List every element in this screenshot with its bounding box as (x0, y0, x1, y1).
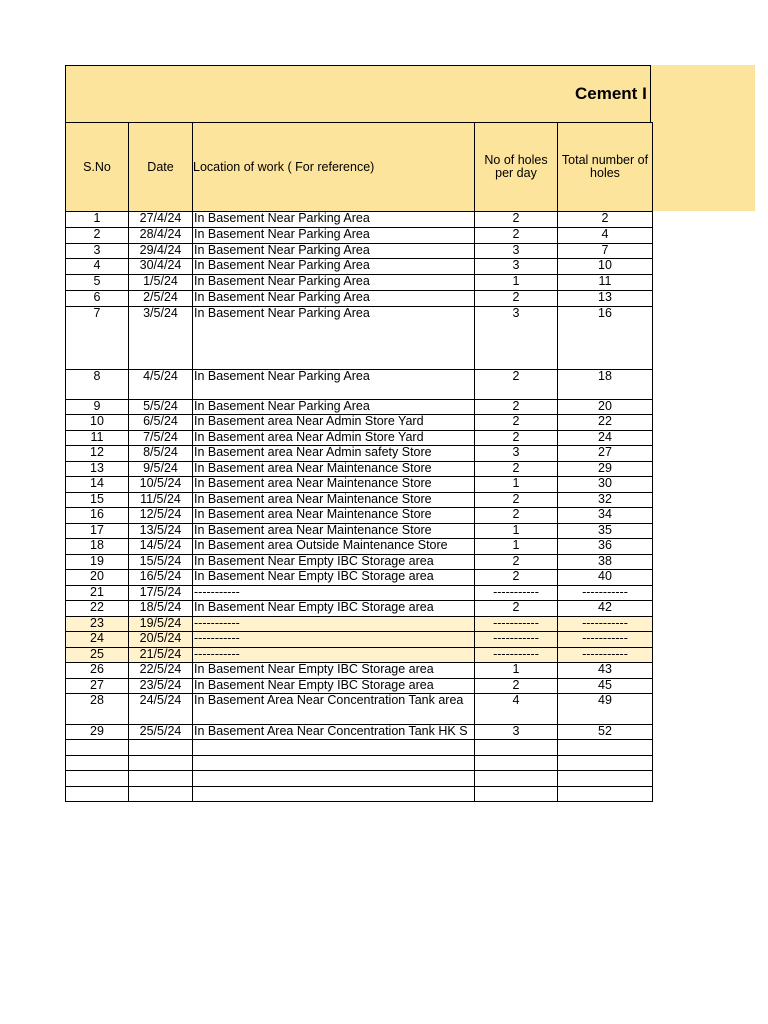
table-row (66, 400, 653, 415)
cell-total-holes[interactable]: 16 (558, 307, 653, 370)
cell-location[interactable]: In Basement area Near Maintenance Store (193, 462, 475, 477)
cell-date[interactable]: 20/5/24 (129, 632, 193, 648)
cell-date[interactable]: 2/5/24 (129, 291, 193, 307)
cell-total-holes[interactable]: 29 (558, 462, 653, 477)
table-row (66, 632, 653, 648)
cell-sno[interactable] (66, 756, 129, 771)
cell-date[interactable]: 28/4/24 (129, 228, 193, 244)
table-row (66, 275, 653, 291)
cell-date[interactable]: 7/5/24 (129, 431, 193, 446)
cell-sno[interactable]: 13 (66, 462, 129, 477)
cell-holes-per-day[interactable]: 2 (475, 400, 558, 415)
cell-holes-per-day[interactable]: 3 (475, 446, 558, 462)
cell-total-holes[interactable]: 20 (558, 400, 653, 415)
cell-sno[interactable]: 20 (66, 570, 129, 586)
cell-location[interactable]: In Basement area Near Maintenance Store (193, 524, 475, 539)
cell-date[interactable]: 13/5/24 (129, 524, 193, 539)
table-row (66, 259, 653, 275)
cell-sno[interactable]: 14 (66, 477, 129, 493)
cell-total-holes[interactable]: ----------- (558, 617, 653, 632)
table-row (66, 415, 653, 431)
cell-date[interactable]: 18/5/24 (129, 601, 193, 617)
cell-date[interactable]: 21/5/24 (129, 648, 193, 663)
table-row (66, 694, 653, 725)
cell-date[interactable]: 10/5/24 (129, 477, 193, 493)
cell-sno[interactable]: 2 (66, 228, 129, 244)
cement-holes-table (65, 122, 653, 802)
cell-total-holes[interactable]: 30 (558, 477, 653, 493)
cell-location[interactable] (193, 740, 475, 756)
cell-total-holes[interactable]: ----------- (558, 648, 653, 663)
header-date[interactable]: Date (129, 123, 193, 212)
cell-location[interactable]: In Basement Near Parking Area (193, 259, 475, 275)
cell-date[interactable]: 16/5/24 (129, 570, 193, 586)
table-row (66, 663, 653, 679)
cell-holes-per-day[interactable]: 2 (475, 228, 558, 244)
cell-total-holes[interactable] (558, 740, 653, 756)
table-row (66, 586, 653, 601)
cell-holes-per-day[interactable] (475, 740, 558, 756)
cell-sno[interactable]: 22 (66, 601, 129, 617)
table-row (66, 462, 653, 477)
cell-total-holes[interactable]: 49 (558, 694, 653, 725)
cell-holes-per-day[interactable]: 2 (475, 212, 558, 228)
cell-date[interactable]: 11/5/24 (129, 493, 193, 508)
cell-location[interactable]: In Basement Near Empty IBC Storage area (193, 663, 475, 679)
cell-location[interactable]: In Basement Near Parking Area (193, 212, 475, 228)
cell-holes-per-day[interactable]: 1 (475, 477, 558, 493)
cell-date[interactable]: 15/5/24 (129, 555, 193, 570)
cell-holes-per-day[interactable]: 2 (475, 431, 558, 446)
cell-sno[interactable]: 23 (66, 617, 129, 632)
cell-location[interactable]: In Basement area Near Admin Store Yard (193, 431, 475, 446)
cell-location[interactable]: In Basement area Near Maintenance Store (193, 477, 475, 493)
cell-total-holes[interactable]: 40 (558, 570, 653, 586)
cell-total-holes[interactable]: ----------- (558, 586, 653, 601)
cell-holes-per-day[interactable]: 3 (475, 307, 558, 370)
cell-holes-per-day[interactable]: 3 (475, 725, 558, 740)
table-row (66, 787, 653, 802)
cell-date[interactable] (129, 787, 193, 802)
cell-location[interactable]: ----------- (193, 617, 475, 632)
cell-holes-per-day[interactable]: 2 (475, 601, 558, 617)
table-row (66, 601, 653, 617)
cell-location[interactable]: ----------- (193, 648, 475, 663)
cell-location[interactable]: In Basement Near Parking Area (193, 275, 475, 291)
cell-sno[interactable]: 6 (66, 291, 129, 307)
table-row (66, 524, 653, 539)
cell-sno[interactable]: 5 (66, 275, 129, 291)
header-sno[interactable]: S.No (66, 123, 129, 212)
cell-date[interactable] (129, 756, 193, 771)
cell-location[interactable]: In Basement Near Empty IBC Storage area (193, 601, 475, 617)
cell-location[interactable]: In Basement area Outside Maintenance Store (193, 539, 475, 555)
cell-date[interactable]: 23/5/24 (129, 679, 193, 694)
cell-holes-per-day[interactable]: 1 (475, 539, 558, 555)
cell-total-holes[interactable] (558, 787, 653, 802)
cell-date[interactable]: 24/5/24 (129, 694, 193, 725)
cell-sno[interactable]: 7 (66, 307, 129, 370)
table-row (66, 648, 653, 663)
cell-holes-per-day[interactable]: ----------- (475, 648, 558, 663)
cell-total-holes[interactable]: 45 (558, 679, 653, 694)
table-row (66, 370, 653, 400)
table-row (66, 212, 653, 228)
cell-date[interactable]: 6/5/24 (129, 415, 193, 431)
cell-sno[interactable]: 8 (66, 370, 129, 400)
cell-sno[interactable]: 9 (66, 400, 129, 415)
table-row (66, 679, 653, 694)
cell-location[interactable]: ----------- (193, 632, 475, 648)
cell-total-holes[interactable]: 27 (558, 446, 653, 462)
cell-date[interactable]: 22/5/24 (129, 663, 193, 679)
table-row (66, 539, 653, 555)
cell-sno[interactable]: 4 (66, 259, 129, 275)
table-row (66, 477, 653, 493)
cell-holes-per-day[interactable]: 2 (475, 462, 558, 477)
cell-location[interactable]: In Basement area Near Maintenance Store (193, 508, 475, 524)
table-row (66, 771, 653, 787)
cell-location[interactable]: In Basement area Near Admin safety Store (193, 446, 475, 462)
cell-date[interactable]: 3/5/24 (129, 307, 193, 370)
table-row (66, 228, 653, 244)
cell-holes-per-day[interactable]: 1 (475, 524, 558, 539)
cell-holes-per-day[interactable] (475, 787, 558, 802)
cell-date[interactable] (129, 740, 193, 756)
header-total-holes[interactable]: Total number of holes (558, 123, 653, 212)
cell-location[interactable] (193, 771, 475, 787)
cell-holes-per-day[interactable]: 2 (475, 415, 558, 431)
cell-holes-per-day[interactable]: ----------- (475, 617, 558, 632)
table-row (66, 570, 653, 586)
cell-total-holes[interactable]: 13 (558, 291, 653, 307)
table-row (66, 555, 653, 570)
cell-sno[interactable]: 26 (66, 663, 129, 679)
cell-holes-per-day[interactable]: 1 (475, 663, 558, 679)
cell-sno[interactable]: 18 (66, 539, 129, 555)
cell-location[interactable]: In Basement Near Parking Area (193, 228, 475, 244)
cell-total-holes[interactable]: 43 (558, 663, 653, 679)
cell-sno[interactable]: 29 (66, 725, 129, 740)
cell-holes-per-day[interactable]: 2 (475, 555, 558, 570)
cell-location[interactable]: ----------- (193, 586, 475, 601)
cell-location[interactable]: In Basement Near Empty IBC Storage area (193, 570, 475, 586)
cell-total-holes[interactable]: 36 (558, 539, 653, 555)
cell-date[interactable]: 30/4/24 (129, 259, 193, 275)
cell-sno[interactable]: 17 (66, 524, 129, 539)
cell-sno[interactable]: 25 (66, 648, 129, 663)
cell-location[interactable] (193, 756, 475, 771)
cell-location[interactable]: In Basement Area Near Concentration Tank area (193, 694, 475, 725)
cell-sno[interactable]: 10 (66, 415, 129, 431)
cell-holes-per-day[interactable]: 3 (475, 259, 558, 275)
cell-holes-per-day[interactable]: 2 (475, 508, 558, 524)
table-row (66, 740, 653, 756)
table-row (66, 725, 653, 740)
cell-sno[interactable] (66, 787, 129, 802)
cell-location[interactable]: In Basement Near Empty IBC Storage area (193, 679, 475, 694)
cell-location[interactable]: In Basement Near Parking Area (193, 307, 475, 370)
cell-total-holes[interactable]: 2 (558, 212, 653, 228)
cell-location[interactable]: In Basement Near Parking Area (193, 400, 475, 415)
cell-total-holes[interactable]: 38 (558, 555, 653, 570)
cell-total-holes[interactable]: 11 (558, 275, 653, 291)
cell-holes-per-day[interactable]: 2 (475, 493, 558, 508)
cell-date[interactable]: 27/4/24 (129, 212, 193, 228)
cell-total-holes[interactable]: 42 (558, 601, 653, 617)
cell-sno[interactable] (66, 740, 129, 756)
cell-holes-per-day[interactable]: ----------- (475, 586, 558, 601)
header-location[interactable]: Location of work ( For reference) (193, 123, 475, 212)
table-row (66, 244, 653, 259)
cell-holes-per-day[interactable]: 2 (475, 570, 558, 586)
table-row (66, 291, 653, 307)
cell-date[interactable]: 4/5/24 (129, 370, 193, 400)
cell-date[interactable]: 25/5/24 (129, 725, 193, 740)
cell-sno[interactable]: 27 (66, 679, 129, 694)
cell-date[interactable]: 19/5/24 (129, 617, 193, 632)
table-row (66, 446, 653, 462)
cell-sno[interactable]: 21 (66, 586, 129, 601)
table-row (66, 617, 653, 632)
cell-date[interactable]: 12/5/24 (129, 508, 193, 524)
cell-total-holes[interactable]: 24 (558, 431, 653, 446)
cell-sno[interactable]: 28 (66, 694, 129, 725)
cell-holes-per-day[interactable]: 3 (475, 244, 558, 259)
cell-total-holes[interactable]: 22 (558, 415, 653, 431)
cell-total-holes[interactable]: 4 (558, 228, 653, 244)
cell-holes-per-day[interactable]: 1 (475, 275, 558, 291)
cell-sno[interactable]: 3 (66, 244, 129, 259)
table-row (66, 307, 653, 370)
cell-location[interactable]: In Basement area Near Admin Store Yard (193, 415, 475, 431)
cell-total-holes[interactable] (558, 756, 653, 771)
cell-sno[interactable]: 12 (66, 446, 129, 462)
cell-date[interactable]: 29/4/24 (129, 244, 193, 259)
cell-sno[interactable]: 15 (66, 493, 129, 508)
cell-total-holes[interactable]: 32 (558, 493, 653, 508)
cell-sno[interactable]: 24 (66, 632, 129, 648)
cell-total-holes[interactable]: 34 (558, 508, 653, 524)
cell-holes-per-day[interactable] (475, 771, 558, 787)
cell-holes-per-day[interactable]: 2 (475, 679, 558, 694)
cell-sno[interactable]: 11 (66, 431, 129, 446)
cell-total-holes[interactable] (558, 771, 653, 787)
table-row (66, 756, 653, 771)
cell-sno[interactable]: 19 (66, 555, 129, 570)
cell-holes-per-day[interactable]: ----------- (475, 632, 558, 648)
cell-date[interactable] (129, 771, 193, 787)
table-row (66, 431, 653, 446)
cell-sno[interactable]: 1 (66, 212, 129, 228)
header-holes-per-day[interactable]: No of holes per day (475, 123, 558, 212)
cell-date[interactable]: 9/5/24 (129, 462, 193, 477)
cell-date[interactable]: 14/5/24 (129, 539, 193, 555)
cell-location[interactable]: In Basement Near Empty IBC Storage area (193, 555, 475, 570)
table-row (66, 493, 653, 508)
sheet-title: Cement I (575, 84, 647, 103)
cell-location[interactable]: In Basement Area Near Concentration Tank HK S (193, 725, 475, 740)
cell-sno[interactable]: 16 (66, 508, 129, 524)
cell-holes-per-day[interactable]: 2 (475, 291, 558, 307)
cell-location[interactable]: In Basement Near Parking Area (193, 370, 475, 400)
cell-total-holes[interactable]: 7 (558, 244, 653, 259)
cell-total-holes[interactable]: ----------- (558, 632, 653, 648)
cell-sno[interactable] (66, 771, 129, 787)
table-row (66, 508, 653, 524)
cell-holes-per-day[interactable] (475, 756, 558, 771)
cell-total-holes[interactable]: 52 (558, 725, 653, 740)
header-row (66, 123, 653, 212)
cell-date[interactable]: 5/5/24 (129, 400, 193, 415)
cell-location[interactable]: In Basement Near Parking Area (193, 244, 475, 259)
cell-total-holes[interactable]: 18 (558, 370, 653, 400)
cell-location[interactable]: In Basement Near Parking Area (193, 291, 475, 307)
cell-total-holes[interactable]: 10 (558, 259, 653, 275)
cell-date[interactable]: 8/5/24 (129, 446, 193, 462)
cell-date[interactable]: 1/5/24 (129, 275, 193, 291)
cell-location[interactable] (193, 787, 475, 802)
cell-date[interactable]: 17/5/24 (129, 586, 193, 601)
cell-holes-per-day[interactable]: 2 (475, 370, 558, 400)
cell-location[interactable]: In Basement area Near Maintenance Store (193, 493, 475, 508)
cell-total-holes[interactable]: 35 (558, 524, 653, 539)
cell-holes-per-day[interactable]: 4 (475, 694, 558, 725)
